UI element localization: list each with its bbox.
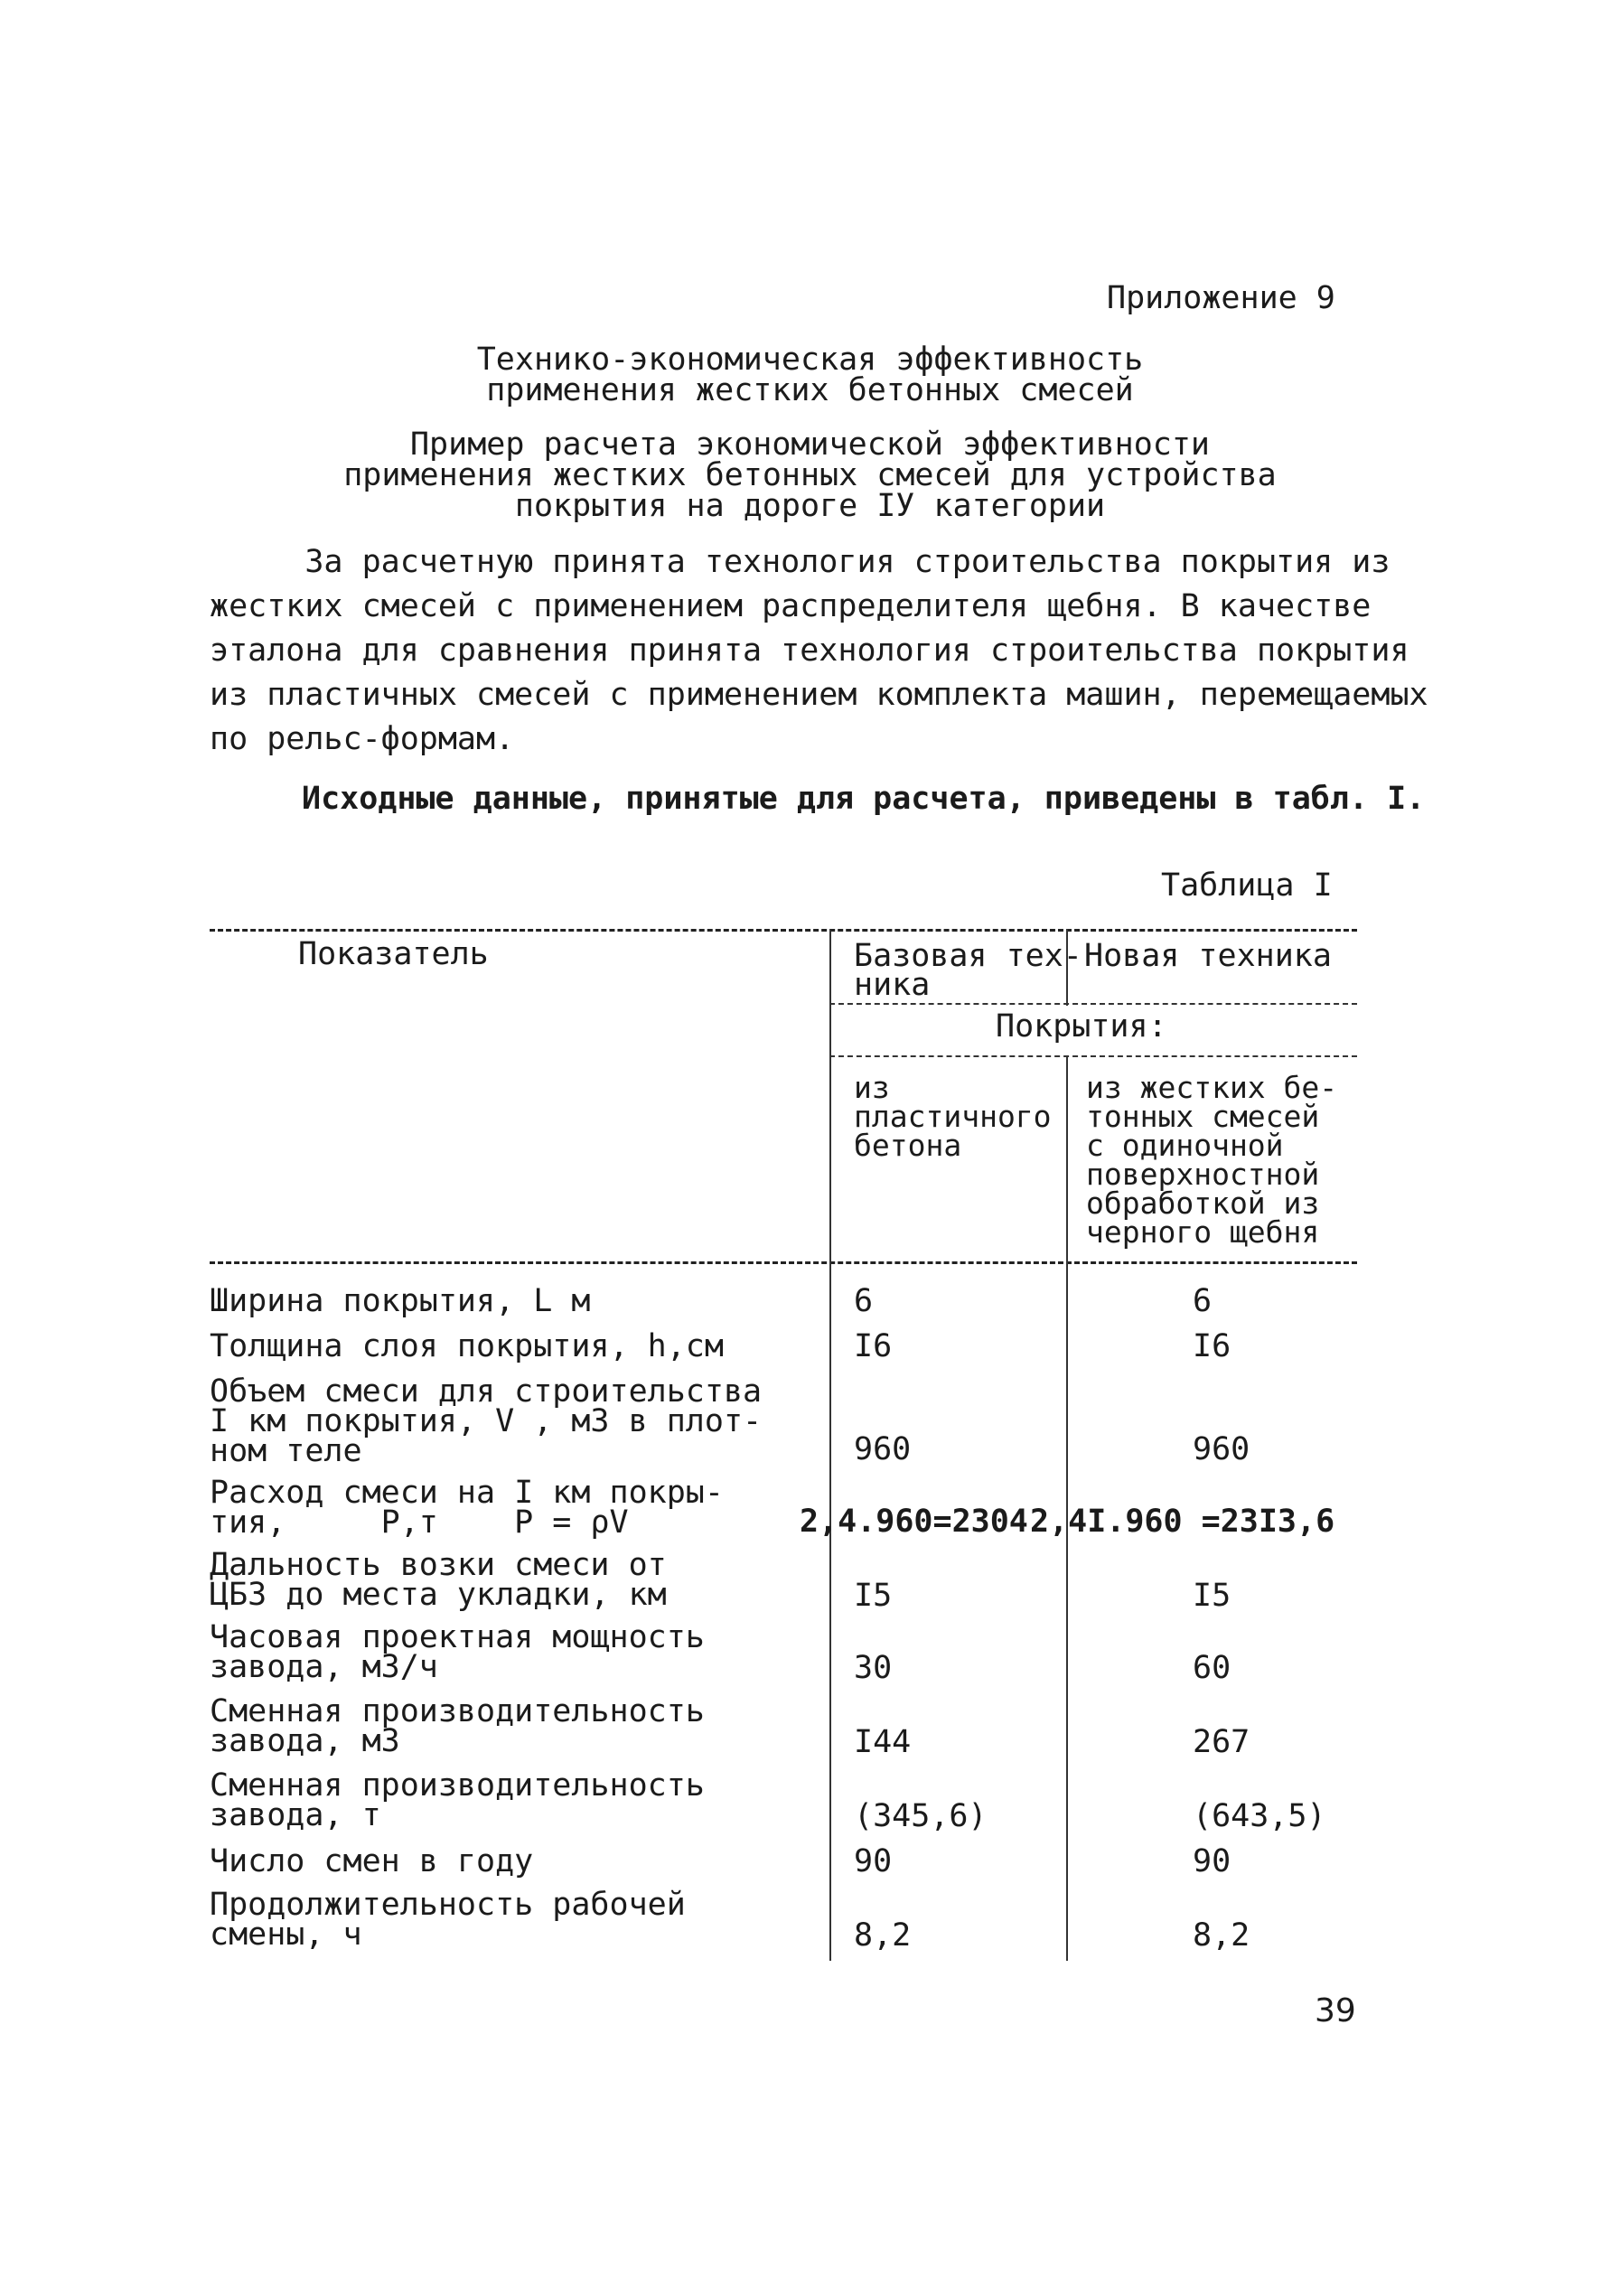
- column-header-base-line-1: Базовая тех-: [854, 938, 1082, 974]
- header-subrule-1: [829, 1003, 1357, 1005]
- row-base-value: 30: [854, 1650, 893, 1686]
- header-subrule-2: [829, 1055, 1357, 1057]
- row-label: Толщина слоя покрытия, h,см: [210, 1328, 724, 1364]
- paragraph-line: За расчетную принята технология строительства покрытия из: [210, 544, 1391, 580]
- intro-paragraph: [210, 540, 1428, 762]
- row-label: Сменная производительность завода, т: [210, 1767, 705, 1833]
- row-new-value: I6: [1193, 1328, 1231, 1364]
- row-label: Ширина покрытия, L м: [210, 1283, 591, 1319]
- subtitle-line-3: покрытия на дороге IУ категории: [514, 488, 1106, 524]
- title-line-1: Технико-экономическая эффективность: [476, 342, 1144, 378]
- row-new-value: 267: [1193, 1724, 1250, 1760]
- row-new-value: I5: [1193, 1578, 1231, 1614]
- row-new-value: 60: [1193, 1650, 1231, 1686]
- row-base-value: 8,2: [854, 1917, 912, 1954]
- row-base-value: (345,6): [854, 1798, 988, 1834]
- column-header-coverings: Покрытия:: [996, 1008, 1167, 1045]
- row-new-value: (643,5): [1193, 1798, 1326, 1834]
- table-top-rule: [210, 929, 1357, 932]
- column-header-new: Новая техника: [1084, 938, 1332, 974]
- paragraph-line: жестких смесей с применением распределителя щебня. В качестве: [210, 588, 1372, 624]
- page-number: 39: [1315, 1992, 1356, 2029]
- paragraph-line: эталона для сравнения принята технология строительства покрытия: [210, 633, 1409, 669]
- row-base-value: I6: [854, 1328, 893, 1364]
- row-base-value: 2,4.960=2304: [800, 1504, 1028, 1540]
- table-header-bottom-rule: [210, 1261, 1357, 1264]
- row-label: Продолжительность рабочей смены, ч: [210, 1887, 686, 1953]
- column-header-indicator: Показатель: [298, 936, 489, 972]
- row-base-value: 90: [854, 1843, 893, 1879]
- column-header-rigid: из жестких бе- тонных смесей с одиночной поверхностной обработкой из черного щебня: [1086, 1070, 1338, 1250]
- row-new-value: 8,2: [1193, 1917, 1250, 1954]
- column-header-base-line-2: ника: [854, 967, 931, 1003]
- row-label: Часовая проектная мощность завода, м3/ч: [210, 1619, 705, 1685]
- row-new-value: 6: [1193, 1283, 1213, 1319]
- column-divider-1: [829, 929, 831, 1961]
- row-new-value: 90: [1193, 1843, 1231, 1879]
- subtitle-line-1: Пример расчета экономической эффективности: [409, 426, 1210, 463]
- subtitle-line-2: применения жестких бетонных смесей для устройства: [343, 457, 1277, 493]
- row-label: Объем смеси для строительства I км покрытия, V , м3 в плот- ном теле: [210, 1373, 763, 1469]
- row-label: Число смен в году: [210, 1843, 534, 1879]
- row-label: Дальность возки смеси от ЦБЗ до места укладки, км: [210, 1547, 667, 1613]
- paragraph-line: по рельс-формам.: [210, 721, 515, 757]
- paragraph-line: из пластичных смесей с применением комплекта машин, перемещаемых: [210, 677, 1428, 713]
- table-reference-note: Исходные данные, принятые для расчета, приведены в табл. I.: [302, 781, 1426, 817]
- row-base-value: 960: [854, 1431, 912, 1467]
- title-line-2: применения жестких бетонных смесей: [486, 372, 1134, 408]
- row-base-value: I5: [854, 1578, 893, 1614]
- row-base-value: I44: [854, 1724, 912, 1760]
- table-caption: Таблица I: [1161, 867, 1333, 904]
- row-label: Расход смеси на I км покры- тия, P,т P = ρV: [210, 1475, 724, 1541]
- row-new-value: 960: [1193, 1431, 1250, 1467]
- row-label: Сменная производительность завода, м3: [210, 1693, 705, 1759]
- column-header-plastic: из пластичного бетона: [854, 1070, 1052, 1163]
- row-base-value: 6: [854, 1283, 874, 1319]
- appendix-label: Приложение 9: [1107, 280, 1335, 316]
- row-new-value: 2,4I.960 =23I3,6: [1030, 1504, 1335, 1540]
